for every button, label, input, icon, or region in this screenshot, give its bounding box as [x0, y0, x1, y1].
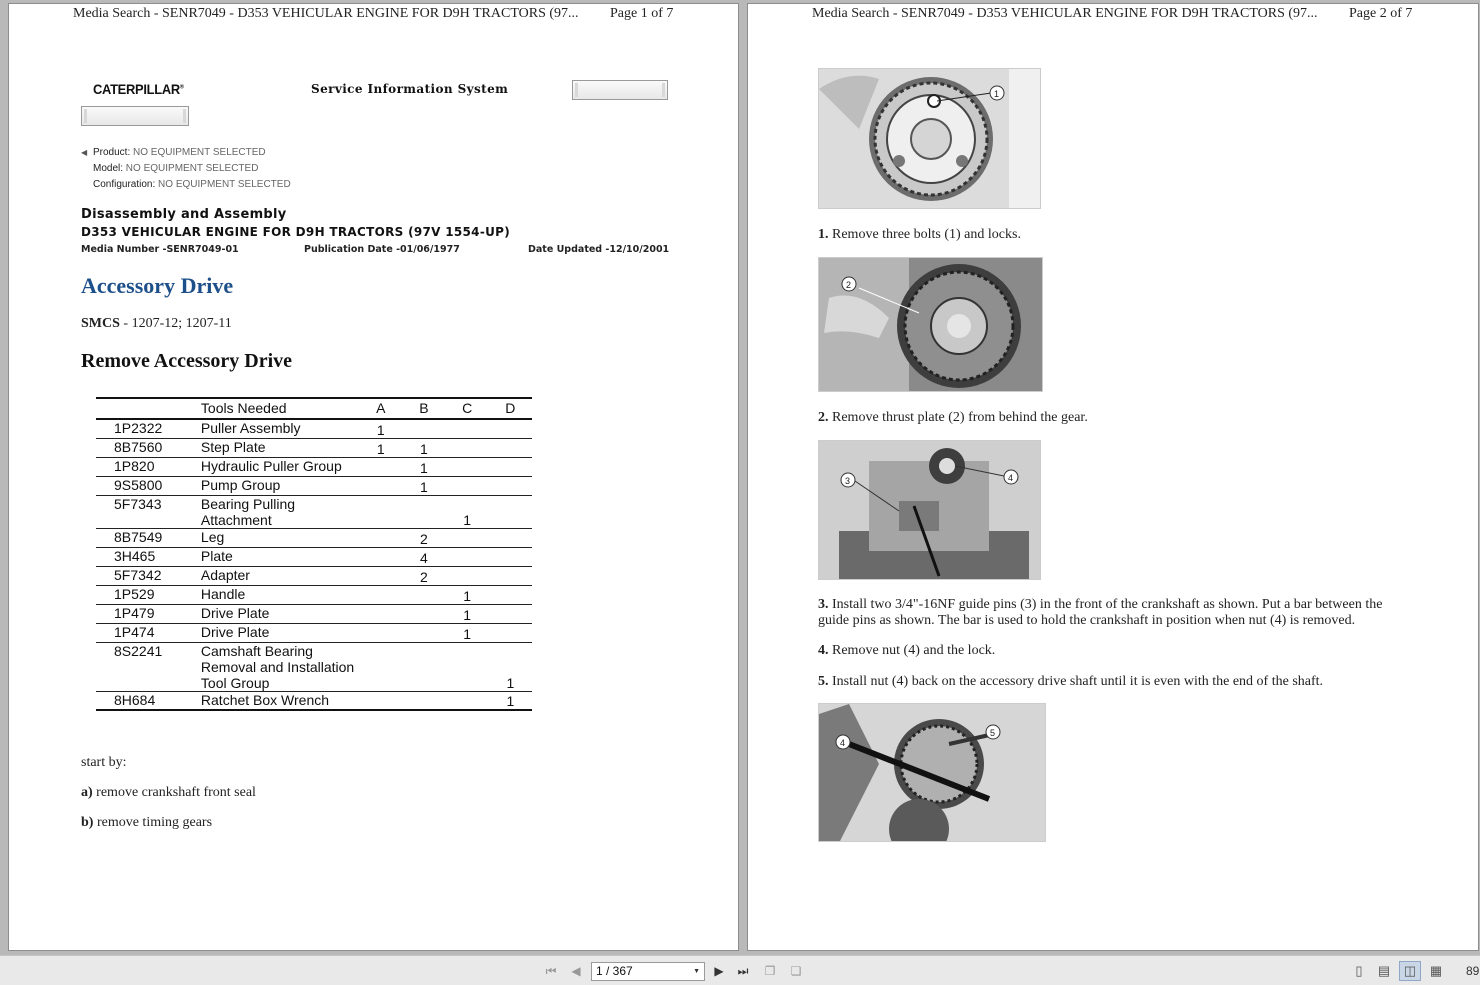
table-row [96, 604, 532, 623]
first-page-icon[interactable]: ⏮ [545, 963, 557, 978]
table-row [96, 457, 532, 476]
paste-pages-icon[interactable]: ❏ [790, 964, 802, 978]
tool-part-number: 1P529 [96, 585, 201, 604]
tool-description: Puller Assembly [201, 419, 359, 438]
table-row [96, 691, 532, 710]
tool-qty-d [489, 419, 532, 438]
table-row [96, 495, 532, 528]
page-number-field[interactable]: 1 / 367 ▼ [591, 962, 705, 981]
document-type: Disassembly and Assembly [81, 207, 287, 222]
tool-qty-d: 1 [489, 691, 532, 710]
smcs-codes: SMCS - 1207-12; 1207-11 [81, 316, 232, 331]
copy-pages-icon[interactable]: ❐ [764, 964, 776, 978]
tool-qty-d [489, 604, 532, 623]
tool-qty-d [489, 476, 532, 495]
tool-qty-b: 2 [402, 528, 445, 547]
tool-description: Camshaft Bearing Removal and Installation Tool Group [201, 642, 359, 691]
tools-table-header [96, 398, 532, 419]
tool-qty-d [489, 547, 532, 566]
tool-qty-c [446, 528, 489, 547]
header-part [96, 398, 201, 419]
start-by-label: start by: [81, 755, 127, 770]
tool-qty-b [402, 419, 445, 438]
tool-part-number: 1P474 [96, 623, 201, 642]
sis-search-box[interactable] [572, 80, 668, 100]
step-5: 5. Install nut (4) back on the accessory drive shaft until it is even with the end of the shaft. [818, 674, 1324, 689]
tool-qty-c: 1 [446, 604, 489, 623]
tool-description: Step Plate [201, 438, 359, 457]
tool-qty-a [359, 547, 402, 566]
figure-callout-1: 1 [994, 89, 1000, 99]
figure-callout-2: 2 [846, 280, 852, 290]
figure-thrust-plate [818, 257, 1043, 392]
tool-qty-a [359, 495, 402, 528]
continuous-view-icon[interactable]: ▤ [1377, 963, 1391, 978]
zoom-level[interactable]: 89 [1466, 964, 1480, 978]
equipment-select-box[interactable] [81, 106, 189, 126]
chevron-down-icon[interactable]: ▼ [693, 968, 700, 975]
tool-qty-c [446, 438, 489, 457]
table-row [96, 585, 532, 604]
two-page-view-icon[interactable]: ◫ [1399, 961, 1421, 981]
step-1: 1. Remove three bolts (1) and locks. [818, 227, 1021, 242]
tool-description: Handle [201, 585, 359, 604]
subsection-title: Remove Accessory Drive [81, 350, 293, 372]
tool-part-number: 1P820 [96, 457, 201, 476]
media-number: Media Number -SENR7049-01 [81, 244, 239, 255]
prev-page-icon[interactable]: ◀ [571, 964, 581, 978]
tool-part-number: 8H684 [96, 691, 201, 710]
page-header-title: Media Search - SENR7049 - D353 VEHICULAR ENGINE FOR D9H TRACTORS (97... [73, 6, 579, 21]
tool-qty-a [359, 566, 402, 585]
tool-qty-b: 1 [402, 457, 445, 476]
tool-qty-d [489, 457, 532, 476]
header-d: D [489, 398, 532, 419]
table-row [96, 476, 532, 495]
tool-description: Pump Group [201, 476, 359, 495]
equipment-info: ◀ Product: NO EQUIPMENT SELECTED Model: NO EQUIPMENT SELECTED Configuration: NO EQUIPMENT SELECTED [81, 147, 291, 190]
tool-part-number: 9S5800 [96, 476, 201, 495]
tool-qty-b [402, 585, 445, 604]
tool-qty-b [402, 691, 445, 710]
single-page-view-icon[interactable]: ▯ [1355, 963, 1363, 978]
document-page-2 [747, 3, 1479, 951]
sis-title: Service Information System [311, 82, 509, 96]
tool-qty-c: 1 [446, 585, 489, 604]
figure-callout-4b: 4 [840, 738, 846, 748]
viewer-toolbar [0, 955, 1480, 985]
tool-qty-a: 1 [359, 419, 402, 438]
tool-qty-a [359, 691, 402, 710]
tool-part-number: 8S2241 [96, 642, 201, 691]
start-by-item-b: b) remove timing gears [81, 815, 213, 830]
tool-part-number: 5F7342 [96, 566, 201, 585]
tool-qty-a [359, 642, 402, 691]
tool-qty-a [359, 457, 402, 476]
figure-gear-bolts [818, 68, 1041, 209]
header-c: C [446, 398, 489, 419]
tool-description: Hydraulic Puller Group [201, 457, 359, 476]
tool-part-number: 1P2322 [96, 419, 201, 438]
date-updated: Date Updated -12/10/2001 [528, 244, 670, 255]
tool-part-number: 5F7343 [96, 495, 201, 528]
collapse-arrow-icon[interactable]: ◀ [81, 148, 88, 157]
tool-qty-b: 1 [402, 476, 445, 495]
table-row [96, 438, 532, 457]
tool-qty-c [446, 691, 489, 710]
tool-qty-d [489, 528, 532, 547]
tool-description: Bearing Pulling Attachment [201, 495, 359, 528]
tool-qty-d: 1 [489, 642, 532, 691]
tool-description: Ratchet Box Wrench [201, 691, 359, 710]
next-page-icon[interactable]: ▶ [714, 964, 724, 978]
page-header-title: Media Search - SENR7049 - D353 VEHICULAR ENGINE FOR D9H TRACTORS (97... [812, 6, 1318, 21]
tool-description: Leg [201, 528, 359, 547]
table-row [96, 566, 532, 585]
caterpillar-logo: CATERPILLAR® [93, 81, 184, 97]
tool-part-number: 1P479 [96, 604, 201, 623]
figure-install-nut [818, 703, 1046, 842]
tool-description: Plate [201, 547, 359, 566]
document-page-1 [8, 3, 739, 951]
tool-qty-a [359, 528, 402, 547]
tool-qty-c [446, 566, 489, 585]
header-b: B [402, 398, 445, 419]
step-3: 3. Install two 3/4"-16NF guide pins (3) in the front of the crankshaft as shown. Put a bar between the guide pins as shown. The bar is used to hold the crankshaft in position when nut (4) is removed. [818, 597, 1383, 628]
two-page-continuous-view-icon[interactable]: ▦ [1429, 963, 1443, 978]
tool-qty-b: 2 [402, 566, 445, 585]
tool-description: Drive Plate [201, 604, 359, 623]
page-header-number: Page 1 of 7 [610, 6, 674, 21]
tool-qty-d [489, 623, 532, 642]
tool-qty-c [446, 547, 489, 566]
tool-part-number: 8B7560 [96, 438, 201, 457]
tool-part-number: 8B7549 [96, 528, 201, 547]
tool-qty-d [489, 495, 532, 528]
tool-qty-c [446, 457, 489, 476]
tool-qty-b: 1 [402, 438, 445, 457]
tool-qty-a [359, 604, 402, 623]
section-title: Accessory Drive [81, 273, 234, 298]
table-row [96, 623, 532, 642]
tools-table [96, 397, 532, 711]
figure-callout-4a: 4 [1008, 473, 1014, 483]
tool-part-number: 3H465 [96, 547, 201, 566]
tool-qty-a [359, 623, 402, 642]
figure-callout-3: 3 [845, 476, 851, 486]
tool-qty-d [489, 585, 532, 604]
table-row [96, 528, 532, 547]
tool-qty-a [359, 476, 402, 495]
page-header-number: Page 2 of 7 [1349, 6, 1413, 21]
tool-qty-b [402, 623, 445, 642]
figure-guide-pins [818, 440, 1041, 580]
publication-date: Publication Date -01/06/1977 [304, 244, 460, 255]
tool-qty-b: 4 [402, 547, 445, 566]
tool-qty-c [446, 419, 489, 438]
step-4: 4. Remove nut (4) and the lock. [818, 643, 996, 658]
tool-qty-c [446, 476, 489, 495]
start-by-item-a: a) remove crankshaft front seal [81, 785, 256, 800]
tool-description: Drive Plate [201, 623, 359, 642]
table-row [96, 419, 532, 438]
header-a: A [359, 398, 402, 419]
table-row [96, 642, 532, 691]
figure-callout-5: 5 [990, 728, 996, 738]
tool-description: Adapter [201, 566, 359, 585]
tool-qty-d [489, 438, 532, 457]
tool-qty-b [402, 604, 445, 623]
tool-qty-a [359, 585, 402, 604]
tool-qty-c: 1 [446, 623, 489, 642]
document-subtitle: D353 VEHICULAR ENGINE FOR D9H TRACTORS (97V 1554-UP) [81, 225, 511, 239]
step-2: 2. Remove thrust plate (2) from behind the gear. [818, 410, 1088, 425]
tool-qty-c [446, 642, 489, 691]
table-row [96, 547, 532, 566]
last-page-icon[interactable]: ⏭ [737, 963, 749, 978]
tool-qty-b [402, 642, 445, 691]
tool-qty-b [402, 495, 445, 528]
tool-qty-c: 1 [446, 495, 489, 528]
tool-qty-d [489, 566, 532, 585]
tool-qty-a: 1 [359, 438, 402, 457]
header-tools-needed: Tools Needed [201, 398, 359, 419]
